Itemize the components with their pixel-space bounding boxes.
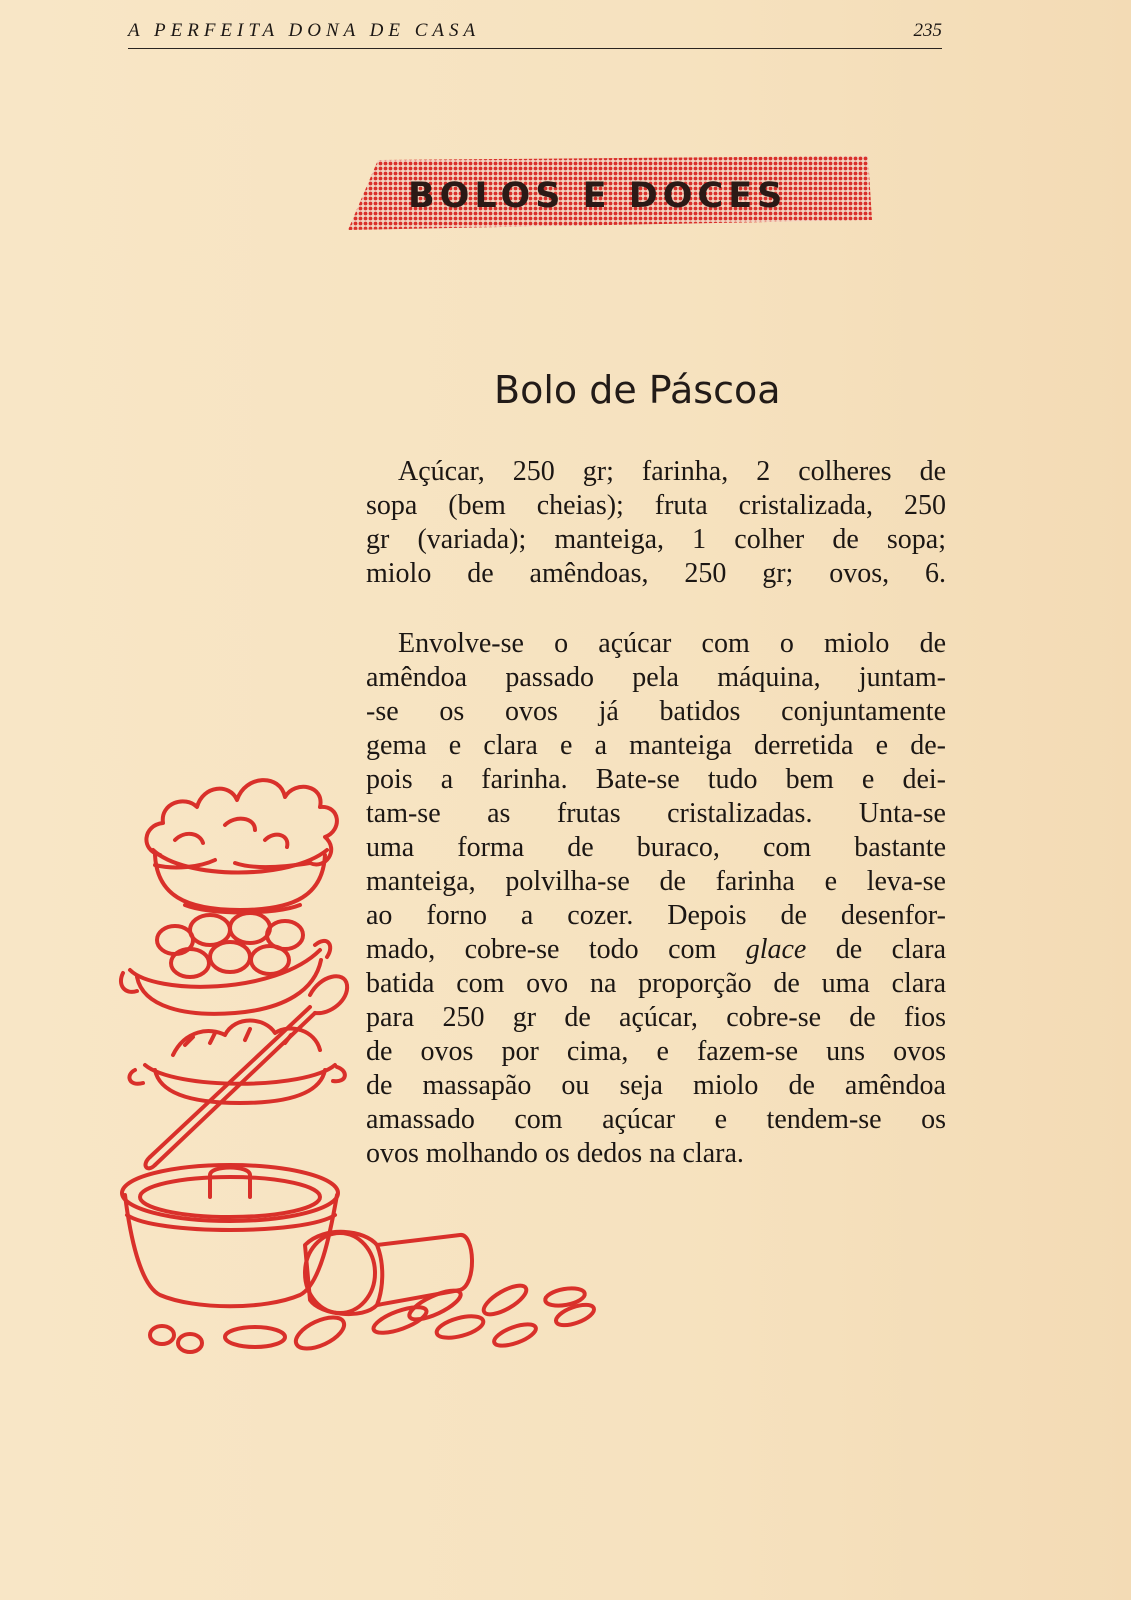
recipe-title: Bolo de Páscoa — [494, 368, 781, 412]
cake-dish-icon — [129, 1021, 344, 1104]
text-line: pois a farinha. Bate-se tudo bem e dei- — [366, 764, 946, 795]
whipped-cream-icon — [146, 780, 336, 867]
text-line: de massapão ou seja miolo de amêndoa — [366, 1070, 946, 1101]
text-line: uma forma de buraco, com bastante — [366, 832, 946, 863]
text-line: amassado com açúcar e tendem-se os — [366, 1104, 946, 1135]
text-line: para 250 gr de açúcar, cobre-se de fios — [366, 1002, 946, 1033]
section-title: BOLOS E DOCES — [408, 176, 788, 216]
ingredients-paragraph — [366, 455, 946, 591]
bowl-icon — [153, 850, 327, 913]
baking-utensils-illustration — [115, 745, 625, 1360]
jar-icon — [305, 1232, 472, 1314]
text-line: gema e clara e a manteiga derretida e de- — [366, 730, 946, 761]
text-run: mado, cobre-se todo com — [366, 934, 746, 965]
section-banner — [348, 156, 890, 234]
text-line: ovos molhando os dedos na clara. — [366, 1138, 744, 1169]
text-line: de ovos por cima, e fazem-se uns ovos — [366, 1036, 946, 1067]
text-line: Envolve-se o açúcar com o miolo de — [398, 628, 946, 659]
running-header — [128, 18, 942, 49]
text-line: Açúcar, 250 gr; farinha, 2 colheres de — [398, 456, 946, 487]
text-line: gr (variada); manteiga, 1 colher de sopa; — [366, 524, 946, 555]
text-line: sopa (bem cheias); fruta cristalizada, 250 — [366, 490, 946, 521]
text-line: ao forno a cozer. Depois de desenfor- — [366, 900, 946, 931]
text-line: tam-se as frutas cristalizadas. Unta-se — [366, 798, 946, 829]
text-line: -se os ovos já batidos conjuntamente — [366, 696, 946, 727]
italic-term: glace — [745, 934, 807, 965]
text-line: manteiga, polvilha-se de farinha e leva-se — [366, 866, 946, 897]
page-number: 235 — [913, 20, 942, 41]
text-line: miolo de amêndoas, 250 gr; ovos, 6. — [366, 558, 946, 589]
eggs-bowl-icon — [121, 913, 330, 1014]
running-title: A PERFEITA DONA DE CASA — [128, 20, 481, 41]
text-run: de clara — [806, 934, 946, 965]
text-line: batida com ovo na proporção de uma clara — [366, 968, 946, 999]
text-line: amêndoa passado pela máquina, juntam- — [366, 662, 946, 693]
